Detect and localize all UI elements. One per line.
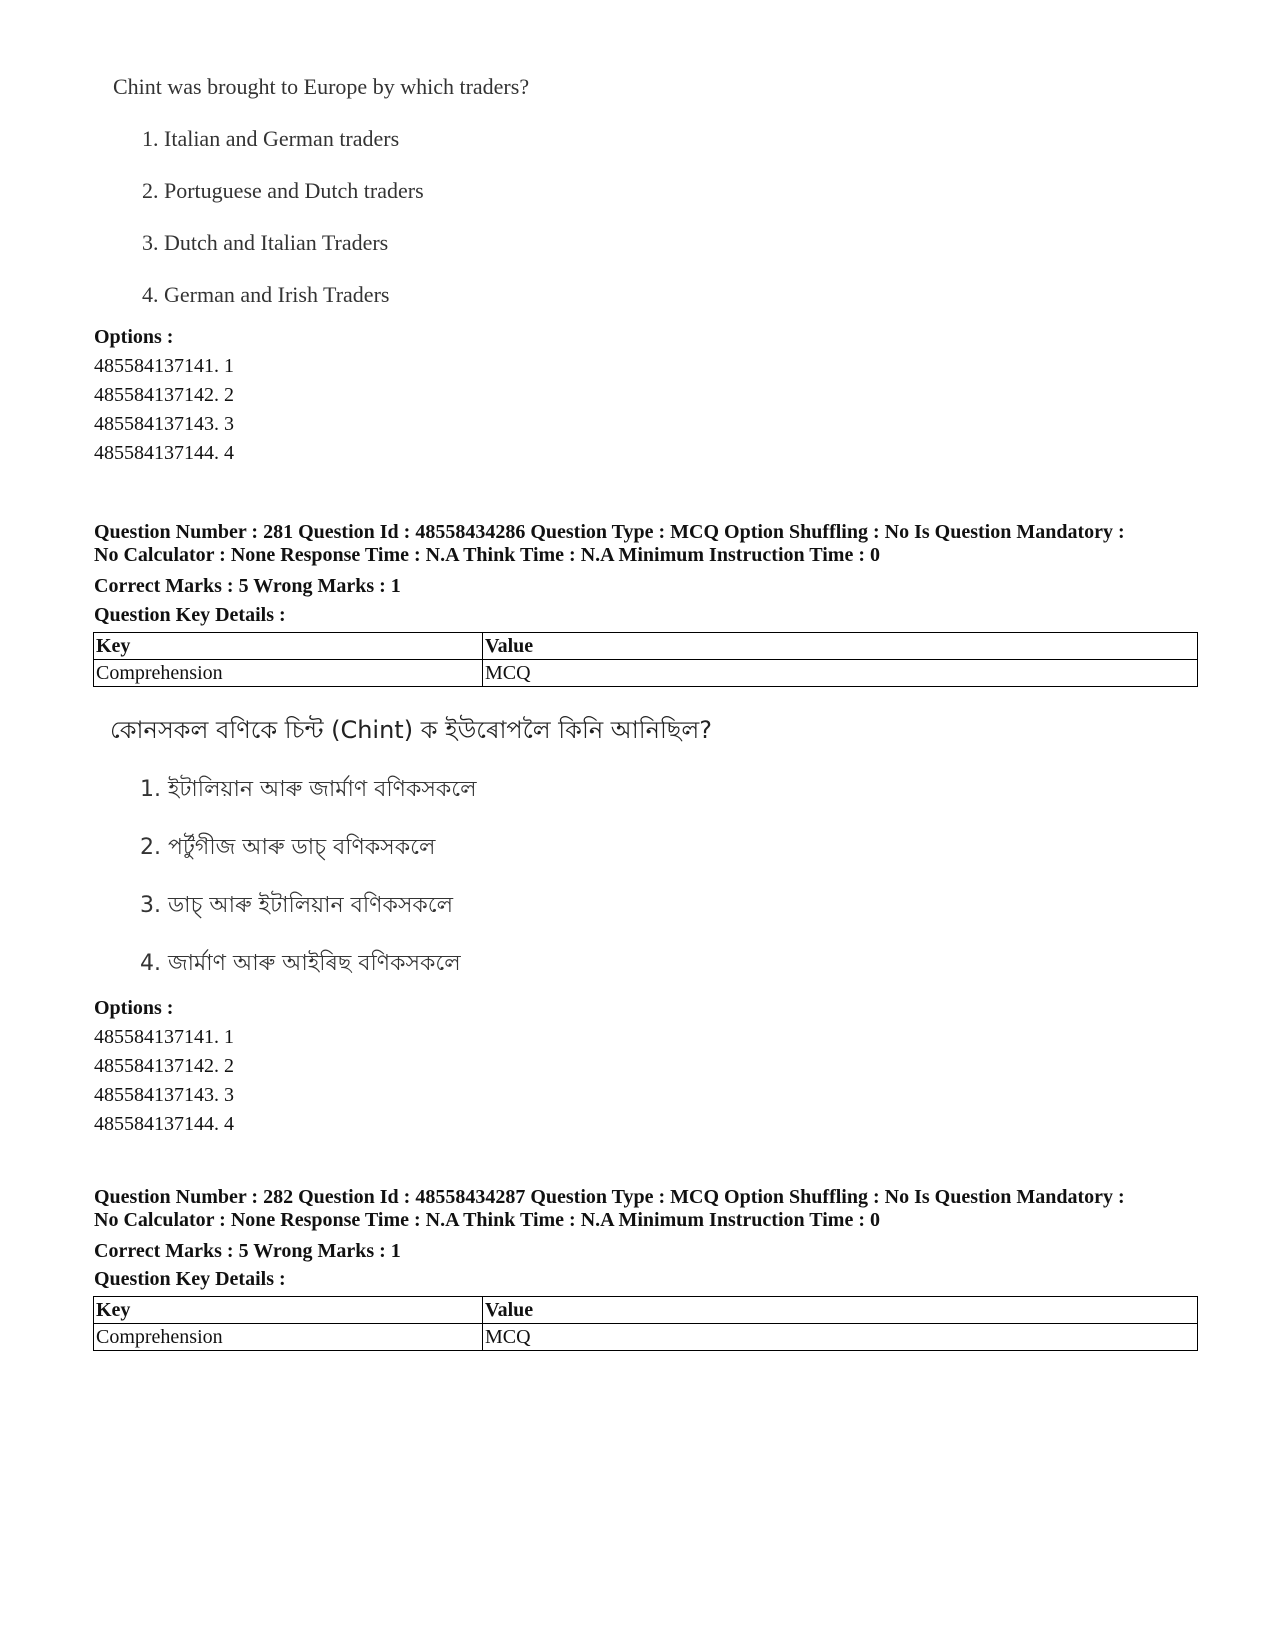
option-1: 485584137141. 1: [94, 1026, 234, 1048]
table-header-value: Value: [483, 1297, 1198, 1324]
table-header-row: [94, 1297, 1198, 1324]
question-meta-line-1: Question Number : 282 Question Id : 48558434287 Question Type : MCQ Option Shuffling : No Is Question Mandatory :: [94, 1186, 1125, 1208]
question-meta-line-1: Question Number : 281 Question Id : 48558434286 Question Type : MCQ Option Shuffling : No Is Question Mandatory :: [94, 521, 1125, 543]
table-row: [94, 1324, 1198, 1351]
key-details-label: Question Key Details :: [94, 1268, 286, 1290]
option-2: 485584137142. 2: [94, 384, 234, 406]
question-meta: [94, 521, 1194, 567]
table-header-row: [94, 633, 1198, 660]
key-details-label: Question Key Details :: [94, 604, 286, 626]
table-cell-key: Comprehension: [94, 1324, 483, 1351]
question-meta-line-2: No Calculator : None Response Time : N.A Think Time : N.A Minimum Instruction Time : 0: [94, 544, 880, 566]
choice-1: 1. ইটালিয়ান আৰু জাৰ্মাণ বণিকসকলে: [140, 777, 477, 802]
choice-2: 2. পৰ্টুগীজ আৰু ডাচ্ বণিকসকলে: [140, 835, 436, 860]
question-meta: [94, 1186, 1194, 1232]
table-cell-value: MCQ: [483, 660, 1198, 687]
table-cell-value: MCQ: [483, 1324, 1198, 1351]
question-text-english: Chint was brought to Europe by which traders?: [113, 74, 530, 99]
option-1: 485584137141. 1: [94, 355, 234, 377]
choice-1: 1. Italian and German traders: [142, 126, 400, 151]
options-label: Options :: [94, 997, 174, 1019]
table-header-key: Key: [94, 633, 483, 660]
choice-3: 3. Dutch and Italian Traders: [142, 230, 389, 255]
question-text-assamese: কোনসকল বণিকে চিন্ট (Chint) ক ইউৰোপলৈ কিনি আনিছিল?: [110, 716, 713, 744]
table-header-value: Value: [483, 633, 1198, 660]
question-meta-line-2: No Calculator : None Response Time : N.A Think Time : N.A Minimum Instruction Time : 0: [94, 1209, 880, 1231]
choice-4: 4. জাৰ্মাণ আৰু আইৰিছ বণিকসকলে: [140, 951, 461, 976]
choice-3: 3. ডাচ্ আৰু ইটালিয়ান বণিকসকলে: [140, 893, 453, 918]
table-row: [94, 660, 1198, 687]
table-cell-key: Comprehension: [94, 660, 483, 687]
choice-4: 4. German and Irish Traders: [142, 282, 390, 307]
option-3: 485584137143. 3: [94, 413, 234, 435]
marks-line: Correct Marks : 5 Wrong Marks : 1: [94, 575, 401, 597]
marks-line: Correct Marks : 5 Wrong Marks : 1: [94, 1240, 401, 1262]
option-2: 485584137142. 2: [94, 1055, 234, 1077]
question-key-table: [93, 1296, 1198, 1351]
option-3: 485584137143. 3: [94, 1084, 234, 1106]
option-4: 485584137144. 4: [94, 1113, 234, 1135]
question-key-table: [93, 632, 1198, 687]
option-4: 485584137144. 4: [94, 442, 234, 464]
options-label: Options :: [94, 326, 174, 348]
choice-2: 2. Portuguese and Dutch traders: [142, 178, 424, 203]
table-header-key: Key: [94, 1297, 483, 1324]
